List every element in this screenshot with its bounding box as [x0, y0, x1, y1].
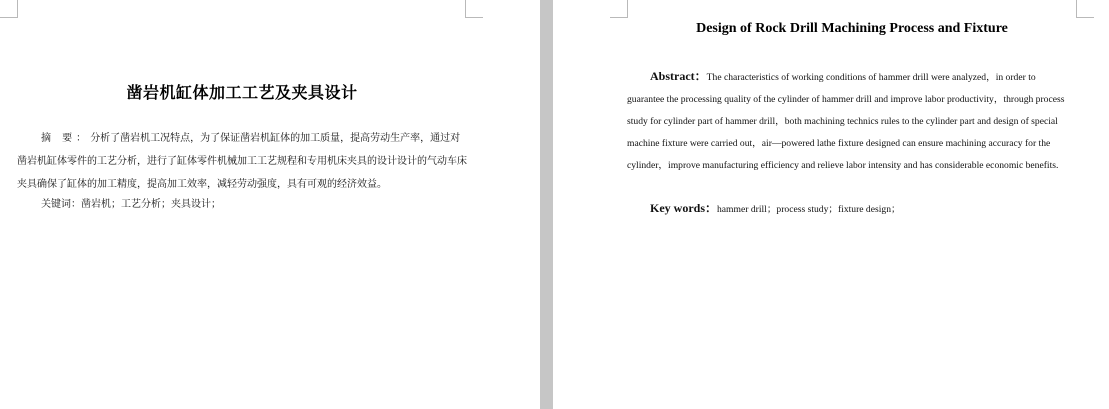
crop-mark-top-right	[1076, 0, 1094, 18]
english-abstract-text: The characteristics of working conditions of hammer drill were analyzed，in order to guarantee the processing quality of the cylinder of hammer drill and improve labor productivity，through process study for cylinder part of hammer drill，both machining technics rules to the cylinder part and design of special machine fixture were carried out，air—powered lathe fixture designed can ensure machining accuracy for the cylinder，improve manufacturing efficiency and relieve labor intensity and has considerable economic benefits.	[627, 72, 1065, 171]
chinese-abstract-text: 分析了凿岩机工况特点，为了保证凿岩机缸体的加工质量，提高劳动生产率，通过对凿岩机缸体零件的工艺分析，进行了缸体零件机械加工工艺规程和专用机床夹具的设计设计的气动车床夹具确保了缸体的加工精度，提高加工效率，减轻劳动强度，具有可观的经济效益。	[17, 133, 467, 190]
page-english	[553, 0, 1109, 409]
chinese-abstract[interactable]	[17, 127, 467, 196]
english-keywords-label: Key words：	[650, 201, 717, 215]
english-keywords[interactable]	[650, 197, 901, 221]
english-abstract-label: Abstract：	[650, 69, 707, 83]
crop-mark-top-left	[0, 0, 18, 18]
page-chinese	[0, 0, 540, 409]
chinese-abstract-label: 摘 要：	[41, 133, 91, 144]
english-title[interactable]: Design of Rock Drill Machining Process and Fixture	[696, 21, 1008, 36]
crop-mark-top-right	[465, 0, 483, 18]
chinese-keywords[interactable]	[41, 193, 221, 216]
page-gutter	[540, 0, 553, 409]
crop-mark-top-left	[610, 0, 628, 18]
chinese-keywords-text: 凿岩机；工艺分析；夹具设计；	[81, 199, 221, 210]
chinese-title[interactable]: 凿岩机缸体加工工艺及夹具设计	[126, 83, 358, 102]
english-abstract[interactable]	[627, 65, 1075, 177]
chinese-keywords-label: 关键词：	[41, 199, 81, 210]
english-keywords-text: hammer drill；process study；fixture design；	[717, 204, 901, 215]
